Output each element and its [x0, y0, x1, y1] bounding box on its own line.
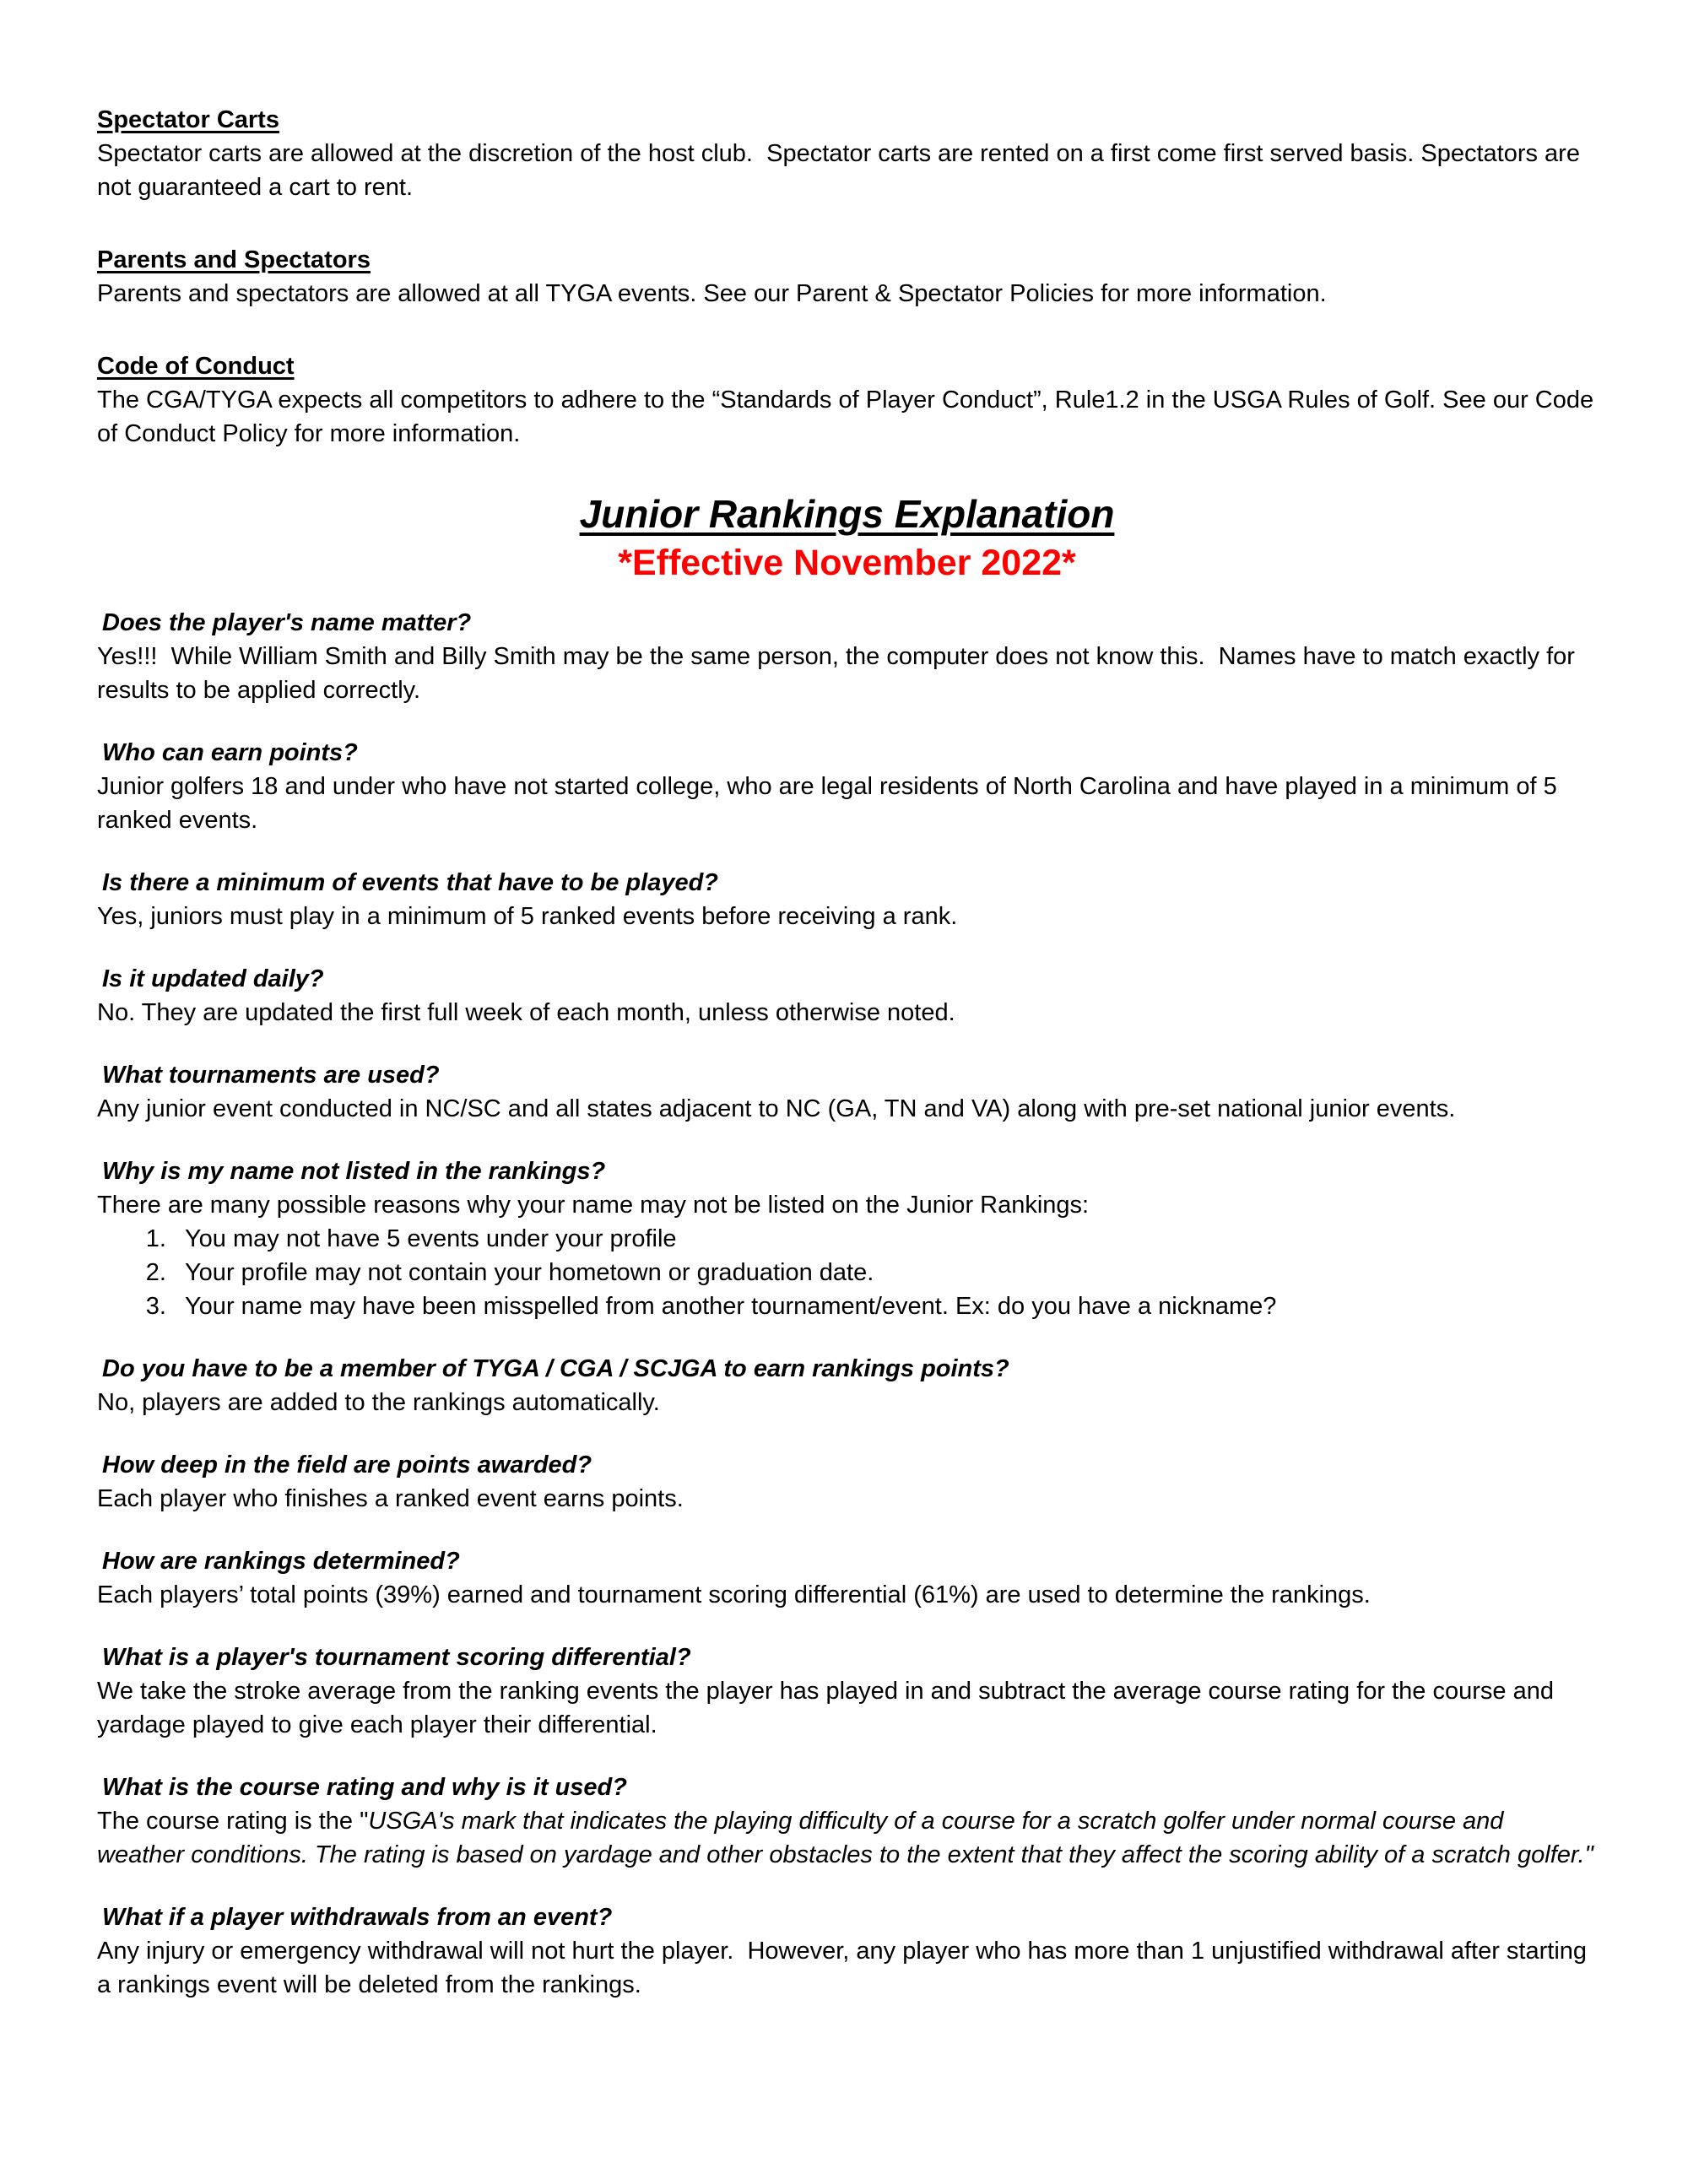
section-paragraph: The CGA/TYGA expects all competitors to adhere to the “Standards of Player Conduct”, Rule1.2 in the USGA Rules of Golf. See our Code of Conduct Policy for more information.: [97, 387, 1601, 447]
answer-regular-text: The course rating is the ": [97, 1808, 369, 1835]
qa-name-not-listed: [97, 1154, 1597, 1323]
list-item: 2. Your profile may not contain your hometown or graduation date.: [173, 1256, 1597, 1289]
qa-course-rating: [97, 1770, 1597, 1872]
question-heading: What if a player withdrawals from an event?: [102, 1904, 613, 1931]
effective-date-subtitle: *Effective November 2022*: [618, 543, 1076, 583]
question-heading: How deep in the field are points awarded?: [102, 1451, 592, 1479]
qa-scoring-differential: [97, 1641, 1597, 1742]
section-spectator-carts: [97, 103, 1597, 204]
answer-paragraph: No. They are updated the first full week of each month, unless otherwise noted.: [97, 999, 955, 1026]
qa-name-matter: [97, 606, 1597, 707]
answer-paragraph: Yes!!! While William Smith and Billy Smith may be the same person, the computer does not know this. Names have to match exactly for results to be applied correctly.: [97, 643, 1582, 704]
page-title: Junior Rankings Explanation: [579, 492, 1115, 536]
title-block: [97, 489, 1597, 586]
question-heading: What tournaments are used?: [102, 1062, 440, 1089]
section-parents-and-spectators: [97, 243, 1597, 311]
list-item: 1. You may not have 5 events under your profile: [173, 1222, 1597, 1256]
question-heading: How are rankings determined?: [102, 1548, 460, 1575]
answer-paragraph: Yes, juniors must play in a minimum of 5 ranked events before receiving a rank.: [97, 903, 958, 930]
answer-paragraph: [97, 1804, 1597, 1872]
answer-paragraph: Each players’ total points (39%) earned and tournament scoring differential (61%) are used to determine the rankings.: [97, 1581, 1371, 1608]
qa-tournaments-used: [97, 1058, 1597, 1126]
section-paragraph: Parents and spectators are allowed at all TYGA events. See our Parent & Spectator Policies for more information.: [97, 280, 1327, 307]
answer-paragraph: There are many possible reasons why your name may not be listed on the Junior Rankings:: [97, 1192, 1090, 1219]
question-heading: Is it updated daily?: [102, 965, 324, 992]
question-heading: What is the course rating and why is it used?: [102, 1774, 627, 1801]
section-paragraph: Spectator carts are allowed at the discretion of the host club. Spectator carts are rented on a first come first served basis. Spectators are not guaranteed a cart to rent.: [97, 140, 1588, 201]
answer-paragraph: Each player who finishes a ranked event earns points.: [97, 1485, 684, 1512]
answer-quoted-italic-text: USGA's mark that indicates the playing difficulty of a course for a scratch golfer under normal course and weather conditions. The rating is based on yardage and other obstacles to the extent that they affect the scoring ability of a scratch golfer.": [97, 1808, 1593, 1868]
answer-paragraph: Junior golfers 18 and under who have not started college, who are legal residents of North Carolina and have played in a minimum of 5 ranked events.: [97, 773, 1564, 834]
question-heading: Why is my name not listed in the rankings?: [102, 1158, 606, 1185]
answer-paragraph: Any injury or emergency withdrawal will not hurt the player. However, any player who has more than 1 unjustified withdrawal after starting a rankings event will be deleted from the rankings.: [97, 1938, 1594, 1998]
question-heading: Is there a minimum of events that have to be played?: [102, 869, 719, 896]
reasons-list: [97, 1222, 1597, 1323]
qa-who-can-earn-points: [97, 736, 1597, 837]
section-heading: Spectator Carts: [97, 106, 279, 133]
qa-membership-required: [97, 1352, 1597, 1419]
section-code-of-conduct: [97, 349, 1601, 451]
qa-points-depth: [97, 1448, 1597, 1516]
question-heading: Who can earn points?: [102, 739, 358, 766]
question-heading: Do you have to be a member of TYGA / CGA / SCJGA to earn rankings points?: [102, 1355, 1009, 1382]
qa-updated-daily: [97, 962, 1597, 1030]
section-heading: Code of Conduct: [97, 353, 295, 380]
answer-paragraph: We take the stroke average from the ranking events the player has played in and subtract the average course rating for the course and yardage played to give each player their differential.: [97, 1678, 1561, 1738]
question-heading: Does the player's name matter?: [102, 609, 472, 636]
list-item: 3. Your name may have been misspelled from another tournament/event. Ex: do you have a nickname?: [173, 1289, 1597, 1323]
answer-paragraph: Any junior event conducted in NC/SC and all states adjacent to NC (GA, TN and VA) along with pre-set national junior events.: [97, 1095, 1456, 1122]
answer-paragraph: No, players are added to the rankings automatically.: [97, 1389, 660, 1416]
qa-withdrawals: [97, 1900, 1597, 2002]
section-heading: Parents and Spectators: [97, 246, 371, 273]
question-heading: What is a player's tournament scoring differential?: [102, 1644, 691, 1671]
qa-minimum-events: [97, 866, 1597, 933]
qa-rankings-determined: [97, 1544, 1597, 1612]
